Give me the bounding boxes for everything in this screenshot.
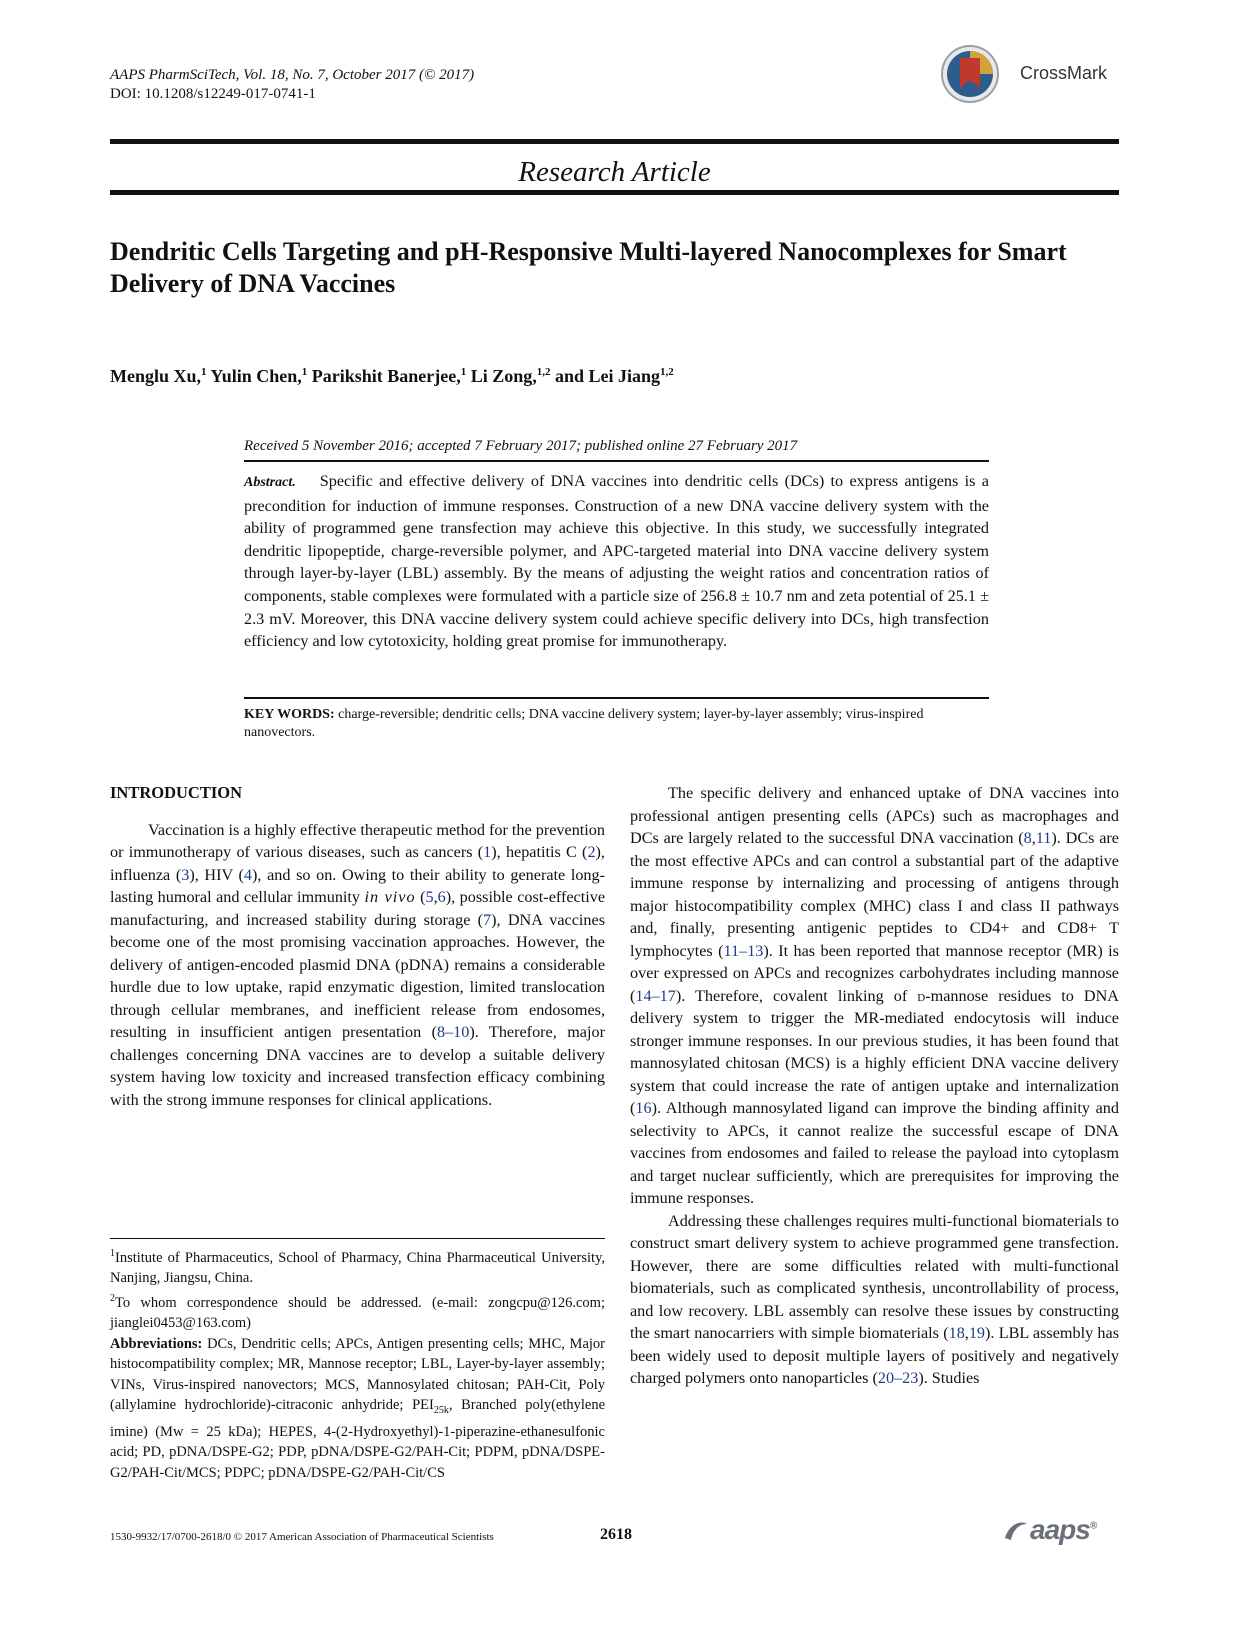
- text-run: ). Therefore, major challenges concerning DNA vaccines are to develop a suitable delivery system having low toxicity and increased transfection efficacy combining with the strong immune responses for clinical applications.: [110, 1023, 605, 1109]
- received-dates: Received 5 November 2016; accepted 7 February 2017; published online 27 February 2017: [244, 438, 798, 454]
- author-affiliation: 1: [460, 366, 467, 378]
- text-run: ,: [1031, 829, 1036, 847]
- text-run: ), hepatitis C (: [491, 843, 588, 861]
- author: Parikshit Banerjee,: [311, 366, 461, 386]
- text-run: ). It has been reported that mannose receptor (MR) is over expressed on APCs and recognizes carbohydrates including mannose (: [630, 941, 1119, 1005]
- text-run: ,: [433, 888, 438, 906]
- text-run: -mannose residues to DNA delivery system to trigger the MR-mediated endocytosis will induce stronger immune responses. In our previous studies, it has been found that mannosylated chitosan (MCS) is a highly efficient DNA vaccine delivery system that could increase the rate of antigen uptake and internalization (: [630, 986, 1119, 1117]
- text-run: ), HIV (: [189, 865, 244, 884]
- abbreviations-label: Abbreviations:: [110, 1335, 203, 1352]
- text-run: ), and so on. Owing to their ability to generate long-lasting humoral and cellular immunity: [110, 865, 605, 906]
- reference-link[interactable]: 11: [1035, 829, 1052, 847]
- copyright-line: 1530-9932/17/0700-2618/0 © 2017 American Association of Pharmaceutical Scientists: [110, 1531, 494, 1543]
- crossmark-label[interactable]: CrossMark: [1020, 63, 1108, 83]
- text-run: ), influenza (: [110, 843, 605, 884]
- reference-link[interactable]: 11–13: [723, 941, 764, 960]
- header-rule-top: [110, 139, 1119, 144]
- footnote-mark: 2: [110, 1292, 115, 1304]
- reference-link[interactable]: 18: [948, 1324, 965, 1342]
- intro-right-column: [630, 782, 1119, 1390]
- aaps-swoosh-icon: [1003, 1518, 1029, 1544]
- intro-paragraph-2: [630, 782, 1119, 1210]
- text-run: ,: [964, 1324, 969, 1342]
- reference-link[interactable]: 1: [483, 843, 492, 861]
- abstract-text: Specific and effective delivery of DNA vaccines into dendritic cells (DCs) to express antigens is a precondition for induction of immune responses. Construction of a new DNA vaccine delivery system with the ability of programmed gene transfection may achieve this objective. In this study, we successfully integrated dendritic lipopeptide, charge-reversible polymer, and APC-targeted material into DNA vaccine delivery system through layer-by-layer (LBL) assembly. By the means of adjusting the weight ratios and concentration ratios of components, stable complexes were formulated with a particle size of 256.8 ± 10.7 nm and zeta potential of 25.1 ± 2.3 mV. Moreover, this DNA vaccine delivery system could achieve specific delivery into DCs, high transfection efficiency and low cytotoxicity, holding great promise for immunotherapy.: [244, 472, 989, 651]
- author-affiliation: 1: [201, 366, 207, 378]
- author: Menglu Xu,: [110, 366, 202, 386]
- keywords-label: KEY WORDS:: [244, 707, 335, 722]
- reference-link[interactable]: 20–23: [877, 1369, 919, 1387]
- section-heading: INTRODUCTION: [110, 783, 243, 802]
- footnote-2: $^2$To whom correspondence should be addressed. (e-mail: zongcpu@126.com; jianglei0453@163.com): [110, 1292, 605, 1332]
- reference-link[interactable]: 5: [425, 888, 434, 906]
- text-run: ), DNA vaccines become one of the most promising vaccination approaches. However, the delivery of antigen-encoded plasmid DNA (pDNA) remains a considerable hurdle due to low uptake, rapid enzymatic digestion, limited translocation through cellular membranes, and inefficient release from endosomes, resulting in insufficient antigen presentation (: [110, 910, 605, 1041]
- reference-link[interactable]: 19: [968, 1324, 986, 1342]
- page-number: 2618: [600, 1526, 632, 1543]
- author-affiliation: 1,2: [536, 366, 551, 378]
- abstract-rule-bottom: [244, 697, 989, 699]
- journal-citation: AAPS PharmSciTech, Vol. 18, No. 7, October 2017 (© 2017): [110, 67, 475, 83]
- text-run: Addressing these challenges requires multi-functional biomaterials to construct smart delivery system to achieve programmed gene transfection. However, there are some difficulties related with multi-functional biomaterials, such as complicated synthesis, uncontrollability of process, and low recovery. LBL assembly can resolve these issues by constructing the smart nanocarriers with simple biomaterials (: [630, 1211, 1119, 1342]
- reference-link[interactable]: 16: [635, 1099, 652, 1117]
- author-list: [110, 360, 674, 388]
- keywords: [244, 706, 989, 742]
- text-run: ). DCs are the most effective APCs and can control a substantial part of the adaptive immune response by internalizing and processing of antigens through major histocompatibility complex (MHC) class I and class II pathways and, finally, presenting antigenic peptides to CD4+ and CD8+ T lymphocytes (: [630, 829, 1119, 960]
- footnote-mark: 1: [110, 1248, 115, 1259]
- small-caps-text: d: [917, 986, 926, 1005]
- text-run: ). LBL assembly has been widely used to deposit multiple layers of positively and negatively charged polymers onto nanoparticles (: [630, 1324, 1120, 1387]
- reference-link[interactable]: 2: [587, 843, 596, 861]
- header-rule-bottom: [110, 190, 1119, 195]
- keywords-text: charge-reversible; dendritic cells; DNA vaccine delivery system; layer-by-layer assembly; virus-inspired nanovectors.: [244, 707, 924, 740]
- doi[interactable]: DOI: 10.1208/s12249-017-0741-1: [110, 86, 316, 102]
- text-run: ), possible cost-effective manufacturing, and increased stability during storage (: [110, 888, 606, 929]
- intro-paragraph-3: [630, 1210, 1119, 1390]
- author-affiliation: 1: [301, 366, 308, 378]
- text-run: ). Therefore, covalent linking of: [675, 986, 918, 1005]
- text-run: (: [415, 888, 426, 906]
- intro-left-column: [110, 782, 605, 1111]
- author: Li Zong,: [470, 366, 537, 386]
- footnote-1: $^1$Institute of Pharmaceutics, School of Pharmacy, China Pharmaceutical University, Nanjing, Jiangsu, China.: [110, 1248, 605, 1287]
- author-affiliation: 1,2: [660, 366, 674, 378]
- reference-link[interactable]: 4: [243, 865, 253, 884]
- intro-paragraph-1: [110, 819, 605, 1112]
- aaps-logo: aaps®: [1030, 1514, 1097, 1545]
- text-run: ). Although mannosylated ligand can improve the binding affinity and selectivity to APCs, it cannot realize the successful escape of DNA vaccines from endosomes and failed to release the payload into cytoplasm and target nuclear sufficiently, which are prerequisites for improving the immune responses.: [630, 1099, 1119, 1207]
- crossmark-icon[interactable]: [940, 44, 1000, 104]
- text-run: The specific delivery and enhanced uptake of DNA vaccines into professional antigen presenting cells (APCs) such as macrophages and DCs are largely related to the successful DNA vaccination (: [630, 784, 1119, 847]
- reference-link[interactable]: 14–17: [635, 986, 676, 1005]
- text-run: Vaccination is a highly effective therapeutic method for the prevention or immunotherapy of various diseases, such as cancers (: [110, 820, 605, 861]
- article-title: Dendritic Cells Targeting and pH-Responsive Multi-layered Nanocomplexes for Smart Delivery of DNA Vaccines: [110, 237, 1067, 298]
- reference-link[interactable]: 8–10: [436, 1023, 470, 1041]
- author: Yulin Chen,: [210, 366, 302, 386]
- reference-link[interactable]: 6: [437, 888, 446, 906]
- footnotes: [110, 1244, 605, 1483]
- abbreviations: Abbreviations: DCs, Dendritic cells; APCs, Antigen presenting cells; MHC, Major histocompatibility complex; MR, Mannose receptor; LBL, Layer-by-layer assembly; VINs, Virus-inspired nanovectors; MCS, Mannosylated chitosan; PAH-Cit, Poly (allylamine hydrochloride)-citraconic anhydride; $PEI_{25k}$, Branched poly(ethylene imine) (Mw = 25 kDa); HEPES, 4-(2-Hydroxyethyl)-1-piperazine-ethanesulfonic acid; PD, pDNA/DSPE-G2; PDP, pDNA/DSPE-G2/PAH-Cit; PDPM, pDNA/DSPE-G2/PAH-Cit/MCS; PDPC; pDNA/DSPE-G2/PAH-Cit/CS: [110, 1335, 606, 1481]
- reference-link[interactable]: 3: [181, 865, 190, 884]
- reference-link[interactable]: 7: [483, 910, 492, 929]
- abstract-rule-top: [244, 460, 989, 462]
- article-type: Research Article: [518, 156, 711, 188]
- author: and Lei Jiang: [555, 366, 661, 386]
- abstract: [244, 470, 989, 653]
- reference-link[interactable]: 8: [1023, 829, 1032, 847]
- text-run: ). Studies: [918, 1369, 980, 1387]
- footnote-rule: [110, 1238, 605, 1239]
- italic-text: in vivo: [364, 888, 416, 906]
- abstract-label: Abstract.: [244, 475, 296, 490]
